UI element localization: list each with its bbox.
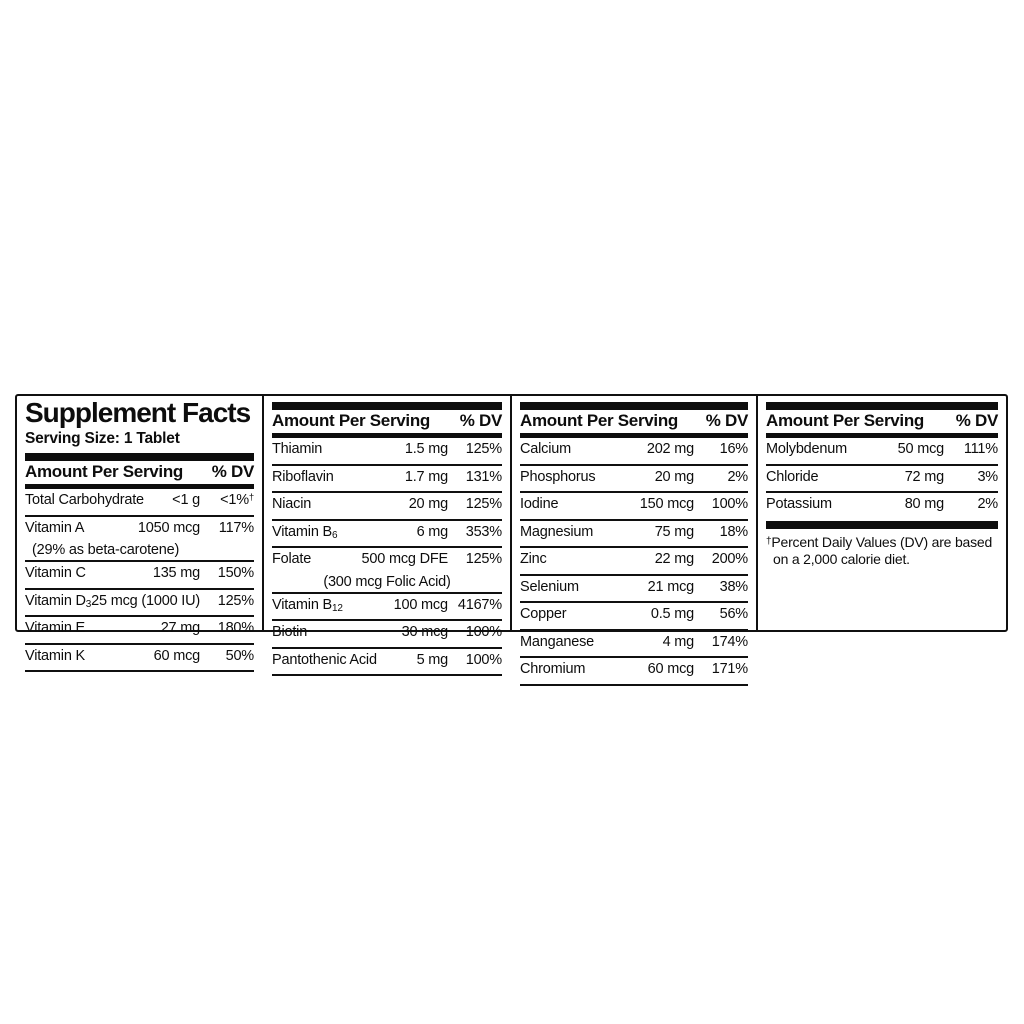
nutrient-subscript: 12 [332,602,343,614]
nutrient-dv: 16% [719,441,748,457]
nutrient-name: Copper [520,606,567,622]
nutrient-amount: 25 mcg (1000 IU) [91,592,200,609]
percent-dv-label: % DV [955,411,998,430]
nutrient-dv: 2% [727,468,748,485]
nutrient-amount: 30 mcg [401,624,448,640]
percent-dv-label: % DV [211,462,254,481]
nutrient-row [25,560,254,588]
nutrient-amount: 21 mcg [647,578,694,595]
amount-per-serving-label: Amount Per Serving [766,411,925,430]
nutrient-row [520,546,748,574]
nutrient-row [25,588,254,616]
nutrient-dv: 353% [465,523,502,540]
nutrient-dv: 125% [465,551,502,567]
nutrient-table [520,438,748,684]
nutrient-dv: 174% [711,633,748,650]
nutrient-name: Vitamin $B_6$ [272,523,338,541]
nutrient-name: Vitamin $B_{12}$ [272,596,343,614]
nutrient-amount: 135 mg [152,565,200,581]
column-general [17,396,262,664]
column-header [272,410,502,433]
column-header [520,410,748,433]
nutrient-name: Vitamin K [25,647,85,664]
nutrient-dv: <1%† [220,492,254,508]
divider-line [25,670,254,672]
nutrient-amount: 60 mcg [153,647,200,664]
amount-per-serving-label: Amount Per Serving [25,462,184,481]
nutrient-dv: 100% [465,651,502,668]
nutrient-amount: 0.5 mg [650,606,694,622]
divider-bar [520,402,748,410]
nutrient-name: Selenium [520,578,579,595]
nutrient-dv: 200% [711,551,748,567]
nutrient-name: Vitamin C [25,565,86,581]
nutrient-amount: 1.7 mg [404,468,448,485]
nutrient-name: Biotin [272,624,308,640]
nutrient-dv: 38% [719,578,748,595]
nutrient-amount: 6 mg [416,523,448,540]
nutrient-amount: 1.5 mg [404,441,448,457]
dv-footnote [766,533,998,568]
nutrient-name: Manganese [520,633,594,650]
dagger-icon: † [766,535,772,547]
nutrient-amount: 500 mcg DFE [361,551,448,567]
nutrient-row [520,601,748,629]
divider-bar [766,402,998,410]
nutrient-amount: 4 mg [662,633,694,650]
nutrient-amount: 60 mcg [647,661,694,677]
nutrient-amount: 202 mg [646,441,694,457]
nutrient-amount: 80 mg [904,496,944,512]
nutrient-note: (300 mcg Folic Acid) [323,573,451,590]
nutrient-dv: 150% [217,565,254,581]
nutrient-amount: 20 mg [408,496,448,512]
nutrient-name: Iodine [520,496,559,512]
nutrient-name: Pantothenic Acid [272,651,377,668]
nutrient-row [272,619,502,647]
nutrient-dv: 111% [963,441,998,457]
nutrient-name: Vitamin $D_3$ [25,592,92,610]
nutrient-table [272,438,502,674]
nutrient-amount: 5 mg [416,651,448,668]
column-minerals [510,396,756,677]
divider-bar [272,402,502,410]
divider-bar [25,453,254,461]
column-vitamins-b [262,396,510,668]
nutrient-table [25,489,254,670]
nutrient-dv: 18% [719,523,748,540]
nutrient-row [766,491,998,519]
nutrient-row [25,615,254,643]
nutrient-row [766,438,998,464]
nutrient-row [25,643,254,671]
nutrient-row [272,647,502,675]
nutrient-row [766,464,998,492]
nutrient-amount: 22 mg [654,551,694,567]
nutrient-amount: 72 mg [904,468,944,485]
nutrient-name: Potassium [766,496,832,512]
nutrient-row [272,546,502,592]
nutrient-dv: 3% [977,468,998,485]
nutrient-name: Riboflavin [272,468,334,485]
nutrient-dv: 2% [977,496,998,512]
nutrient-name: Niacin [272,496,312,512]
nutrient-name: Molybdenum [766,441,848,457]
percent-dv-label: % DV [705,411,748,430]
nutrient-dv: 131% [465,468,502,485]
nutrient-subscript: 3 [85,598,92,610]
nutrient-dv: 50% [225,647,254,664]
nutrient-name: Folate [272,551,312,567]
nutrient-amount: 50 mcg [897,441,944,457]
supplement-facts-panel [15,394,1008,677]
divider-line [272,674,502,676]
amount-per-serving-label: Amount Per Serving [272,411,431,430]
nutrient-dv: 117% [218,519,254,536]
dagger-superscript: † [248,492,254,503]
nutrient-subscript: 6 [332,529,338,541]
nutrient-note: (29% as beta-carotene) [32,542,180,558]
nutrient-name: Vitamin E [25,620,85,636]
nutrient-table [766,438,998,519]
divider-bar [766,521,998,529]
nutrient-dv: 125% [465,441,502,457]
nutrient-amount: 150 mcg [639,496,694,512]
nutrient-dv: 100% [711,496,748,512]
nutrient-name: Magnesium [520,523,594,540]
nutrient-amount: 100 mcg [393,596,448,613]
nutrient-dv: 180% [217,620,254,636]
percent-dv-label: % DV [459,411,502,430]
column-header [25,461,254,484]
nutrient-row [520,629,748,657]
supplement-facts-title: Supplement Facts [25,397,251,428]
nutrient-name: Total Carbohydrate [25,492,144,508]
nutrient-name: Vitamin A [25,519,85,536]
nutrient-row [25,515,254,561]
nutrient-row [272,519,502,547]
nutrient-amount: 20 mg [654,468,694,485]
nutrient-row [25,489,254,515]
column-trace-minerals [756,396,1006,630]
nutrient-amount: <1 g [172,492,200,508]
nutrient-dv: 125% [217,592,254,609]
nutrient-row [520,438,748,464]
divider-line [520,684,748,686]
footnote-line1: Percent Daily Values (DV) are based [771,533,993,550]
nutrient-row [520,574,748,602]
nutrient-amount: 1050 mcg [137,519,200,536]
nutrient-dv: 4167% [457,596,502,613]
nutrient-dv: 56% [719,606,748,622]
nutrient-dv: 171% [711,661,748,677]
nutrient-row [272,464,502,492]
nutrient-amount: 75 mg [654,523,694,540]
nutrient-row [272,592,502,620]
column-header [766,410,998,433]
nutrient-dv: 100% [465,624,502,640]
nutrient-row [520,464,748,492]
nutrient-amount: 27 mg [160,620,200,636]
nutrient-row [272,491,502,519]
nutrient-name: Thiamin [272,441,323,457]
nutrient-name: Chloride [766,468,819,485]
footnote-line2: on a 2,000 calorie diet. [773,550,910,567]
nutrient-row [520,491,748,519]
serving-size: Serving Size: 1 Tablet [25,430,180,447]
nutrient-row [520,656,748,684]
nutrient-row [520,519,748,547]
nutrient-name: Calcium [520,441,571,457]
nutrient-name: Zinc [520,551,547,567]
nutrient-row [272,438,502,464]
nutrient-dv: 125% [465,496,502,512]
nutrient-name: Phosphorus [520,468,596,485]
amount-per-serving-label: Amount Per Serving [520,411,679,430]
nutrient-name: Chromium [520,661,586,677]
